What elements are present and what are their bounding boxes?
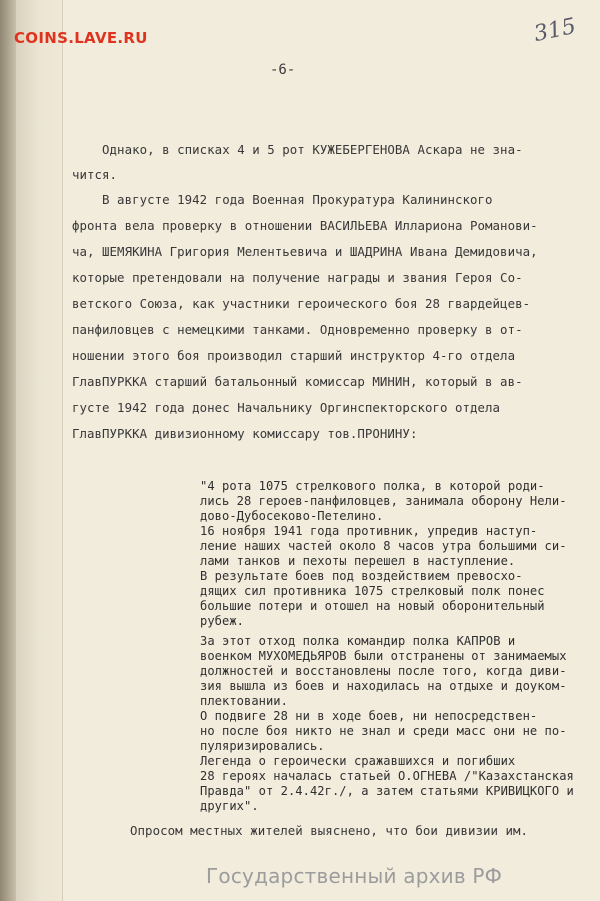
text-line: ГлавПУРККА старший батальонный комиссар МИНИН, который в ав- [72,374,523,389]
quote-line: В результате боев под воздействием превосхо- [200,569,523,583]
text-line: панфиловцев с немецкими танками. Одновременно проверку в от- [72,322,523,337]
quote-line: большие потери и отошел на новый оборонительный [200,599,545,613]
quote-line: лись 28 героев-панфиловцев, занимала оборону Нели- [200,494,567,508]
quote-line: рубеж. [200,614,244,628]
quote-line: 28 героях началась статьей О.ОГНЕВА /"Казахстанская [200,769,574,783]
quote-line: военком МУХОМЕДЬЯРОВ были отстранены от занимаемых [200,649,567,663]
text-line: ношении этого боя производил старший инструктор 4-го отдела [72,348,516,363]
text-line: густе 1942 года донес Начальнику Оргинспекторского отдела [72,400,501,415]
binding-edge [0,0,16,901]
page-number: -6- [270,62,296,78]
text-line: В августе 1942 года Военная Прокуратура Калининского [72,192,493,207]
quote-line: Легенда о героически сражавшихся и погибших [200,754,516,768]
text-line: ГлавПУРККА дивизионному комиссару тов.ПРОНИНУ: [72,426,418,441]
quote-line: зия вышла из боев и находилась на отдыхе и доуком- [200,679,567,693]
quote-line: должностей и восстановлены после того, когда диви- [200,664,567,678]
watermark-bottom: Государственный архив РФ [206,864,503,888]
quote-line: ление наших частей около 8 часов утра большими си- [200,539,567,553]
text-line: фронта вела проверку в отношении ВАСИЛЬЕВА Иллариона Романови- [72,218,538,233]
quote-line: О подвиге 28 ни в ходе боев, ни непосредствен- [200,709,538,723]
text-line: ветского Союза, как участники героического боя 28 гвардейцев- [72,296,531,311]
quote-line: дово-Дубосеково-Петелино. [200,509,384,523]
quote-line: плектовании. [200,694,288,708]
text-line: чится. [72,167,118,182]
quote-line: 16 ноября 1941 года противник, упредив наступ- [200,524,538,538]
quote-line: дящих сил противника 1075 стрелковый полк понес [200,584,545,598]
quote-line: других". [200,799,259,813]
text-line: Однако, в списках 4 и 5 рот КУЖЕБЕРГЕНОВА Аскара не зна- [72,142,523,157]
quote-line: лами танков и пехоты перешел в наступление. [200,554,516,568]
closing-line: Опросом местных жителей выяснено, что бои дивизии им. [100,823,529,838]
quote-line: Правда" от 2.4.42г./, а затем статьями КРИВИЦКОГО и [200,784,574,798]
quote-line: За этот отход полка командир полка КАПРОВ и [200,634,516,648]
text-line: которые претендовали на получение награды и звания Героя Со- [72,270,523,285]
quote-line: но после боя никто не знал и среди масс они не по- [200,724,567,738]
quote-line: "4 рота 1075 стрелкового полка, в которой роди- [200,479,545,493]
quote-line: пуляризировались. [200,739,325,753]
text-line: ча, ШЕМЯКИНА Григория Мелентьевича и ШАДРИНА Ивана Демидовича, [72,244,538,259]
watermark-top: COINS.LAVE.RU [14,29,148,47]
archive-number: 315 [531,13,579,48]
